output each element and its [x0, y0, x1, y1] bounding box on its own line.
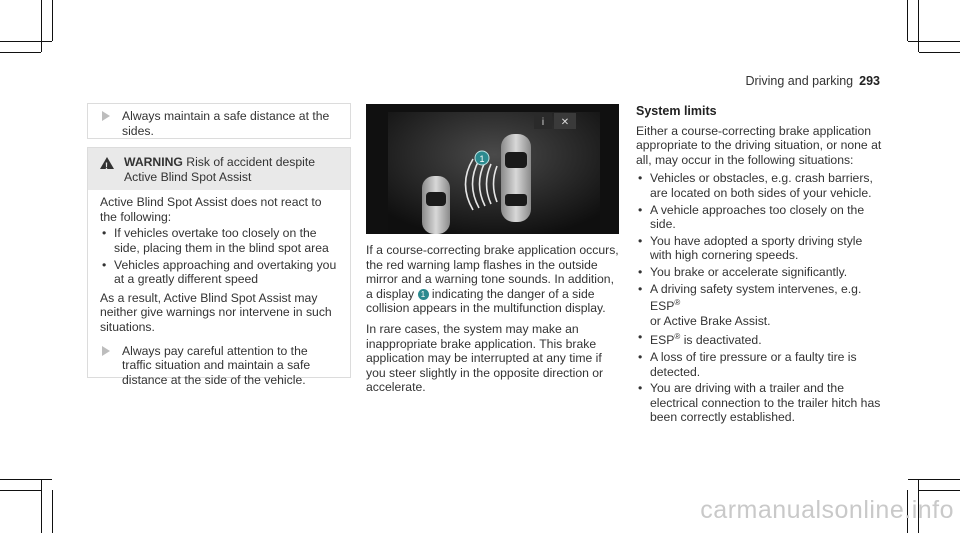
crop-mark	[41, 0, 42, 52]
list-item: • You have adopted a sporty driving style with high cornering speeds.	[636, 234, 884, 263]
list-item: • Vehicles or obstacles, e.g. crash barriers, are located on both sides of your vehicle.	[636, 171, 884, 200]
marker-1-icon: 1	[418, 289, 429, 300]
warning-header	[88, 148, 350, 190]
tip-text: Always maintain a safe distance at the sides.	[122, 109, 330, 138]
list-item: • A loss of tire pressure or a faulty tire is detected.	[636, 350, 884, 379]
list-item: • You brake or accelerate significantly.	[636, 265, 884, 280]
warning-triangle-icon	[100, 157, 114, 169]
crop-mark	[919, 490, 960, 491]
crop-mark	[908, 41, 960, 42]
list-item: • ESP® is deactivated.	[636, 330, 884, 348]
other-car-icon	[422, 176, 450, 234]
crop-mark	[0, 490, 41, 491]
crop-mark	[0, 479, 52, 480]
crop-mark	[918, 0, 919, 52]
page-number: 293	[859, 74, 880, 88]
tip-box	[87, 103, 351, 139]
warning-intro: Active Blind Spot Assist does not react to the following:	[100, 195, 322, 224]
crop-mark	[0, 41, 52, 42]
section-intro: Either a course-correcting brake application appropriate to the driving situation, or none at all, may occur in the following situations:	[636, 123, 882, 167]
marker-1-label: 1	[479, 154, 485, 164]
close-icon: ✕	[560, 117, 570, 128]
display-illustration	[366, 104, 619, 234]
crop-mark	[52, 0, 53, 41]
section-heading: System limits	[636, 104, 717, 118]
list-item: • If vehicles overtake too closely on the side, placing them in the blind spot area	[100, 226, 340, 255]
section-title: Driving and parking	[745, 74, 854, 88]
tip-arrow-icon	[102, 346, 110, 356]
list-item: • Vehicles approaching and overtaking you at a greatly different speed	[100, 258, 340, 287]
crop-mark	[907, 0, 908, 41]
warning-title-2: Active Blind Spot Assist	[124, 169, 252, 184]
own-car-icon	[501, 134, 531, 222]
info-icon: i	[541, 117, 545, 128]
crop-mark	[908, 479, 960, 480]
list-item: • A driving safety system intervenes, e.g. ESP® or Active Brake Assist.	[636, 282, 884, 329]
warning-list	[100, 226, 340, 286]
blind-spot-display-image	[366, 104, 619, 234]
warning-label: WARNING	[124, 155, 183, 169]
crop-mark	[52, 490, 53, 533]
watermark: carmanualsonline.info	[700, 496, 954, 524]
tip-text: Always pay careful attention to the traffic situation and maintain a safe distance at the side of the vehicle.	[122, 343, 311, 387]
column-3-text	[636, 104, 884, 429]
crop-mark	[41, 479, 42, 533]
list-item: • A vehicle approaches too closely on the side.	[636, 203, 884, 232]
tip-arrow-icon	[102, 111, 110, 121]
warning-title: Risk of accident despite	[186, 155, 316, 169]
paragraph: If a course-correcting brake application occurs, the red warning lamp flashes in the outside mirror and a warning tone sounds. In addition, a display 1 indicating the danger of a side collision appears in the multifunction display.	[366, 243, 619, 316]
warning-box	[87, 147, 351, 387]
column-2-text	[366, 243, 624, 395]
list-item: • You are driving with a trailer and the electrical connection to the trailer hitch has been correctly established.	[636, 381, 884, 425]
paragraph: In rare cases, the system may make an inappropriate brake application. This brake application may be interrupted at any time if you steer slightly in the opposite direction or accelerate.	[366, 321, 604, 395]
page-header	[745, 74, 880, 88]
crop-mark	[0, 52, 41, 53]
warning-result: As a result, Active Blind Spot Assist may neither give warnings nor intervene in such situations.	[100, 290, 332, 334]
limits-list	[636, 171, 884, 425]
crop-mark	[919, 52, 960, 53]
